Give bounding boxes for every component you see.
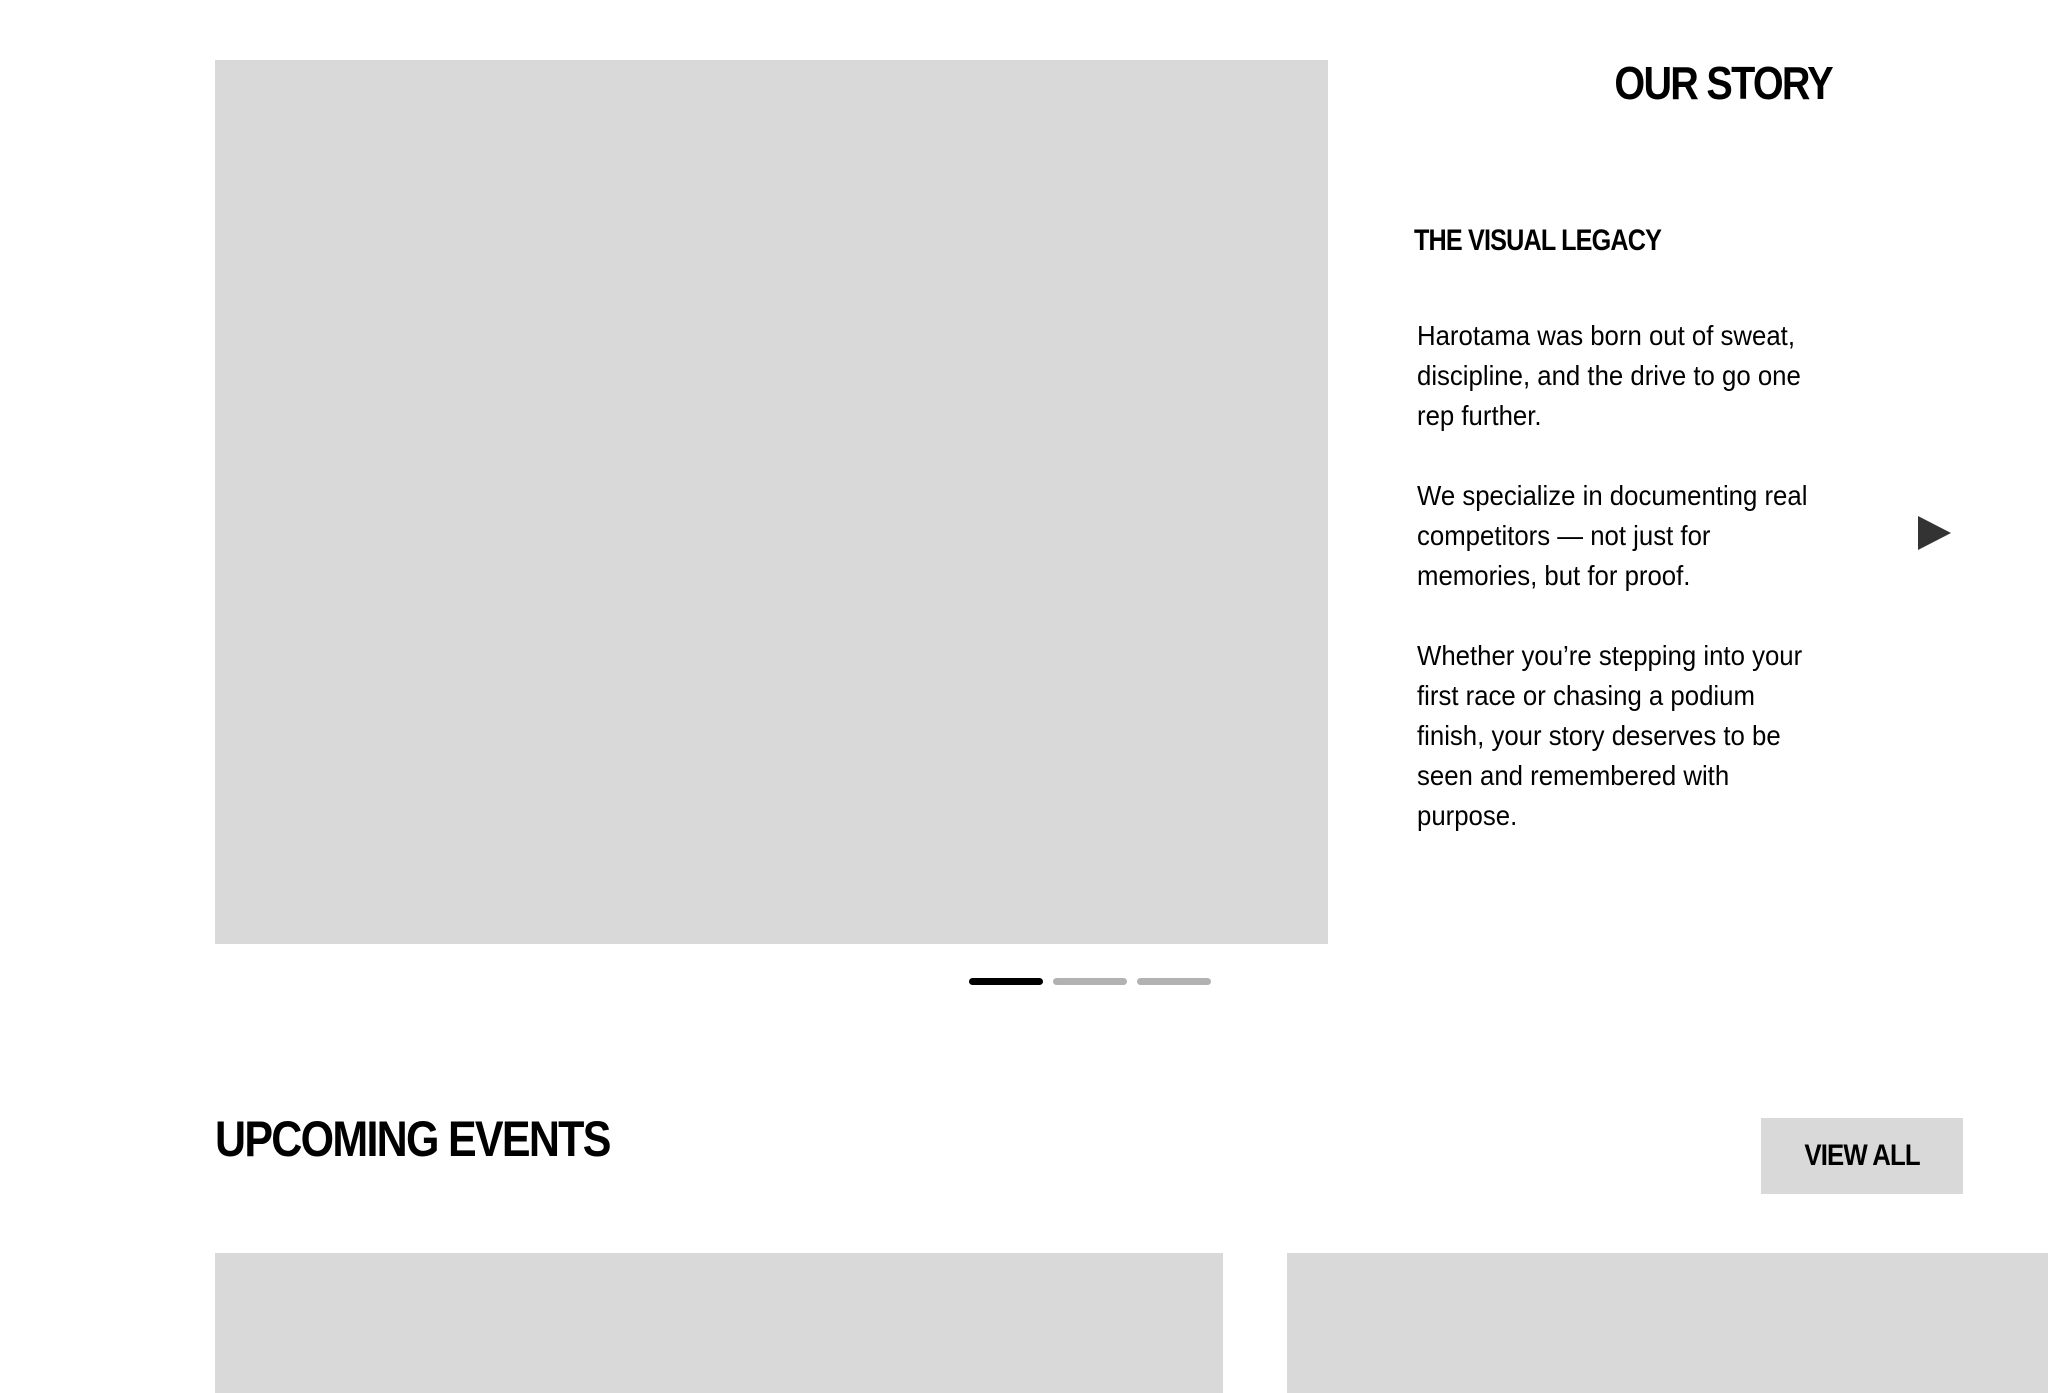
view-all-label: VIEW ALL bbox=[1804, 1139, 1920, 1172]
carousel-dot-1[interactable] bbox=[969, 978, 1043, 985]
next-slide-arrow-icon[interactable] bbox=[1918, 516, 1951, 550]
story-subtitle: THE VISUAL LEGACY bbox=[1414, 224, 1662, 257]
story-paragraph: We specialize in documenting real competitors — not just for memories, but for proof. bbox=[1417, 480, 1808, 591]
story-paragraph: Harotama was born out of sweat, discipline, and the drive to go one rep further. bbox=[1417, 320, 1801, 431]
story-paragraph: Whether you’re stepping into your first race or chasing a podium finish, your story deserves to be seen and remembered with purpose. bbox=[1417, 640, 1803, 831]
story-image-placeholder bbox=[215, 60, 1328, 944]
events-title: UPCOMING EVENTS bbox=[215, 1111, 610, 1167]
carousel-dot-3[interactable] bbox=[1137, 978, 1211, 985]
view-all-button[interactable] bbox=[1761, 1118, 1963, 1194]
story-body bbox=[1417, 316, 1822, 876]
event-card[interactable] bbox=[1287, 1253, 2048, 1393]
carousel-dots bbox=[969, 978, 1211, 985]
carousel-dot-2[interactable] bbox=[1053, 978, 1127, 985]
event-card[interactable] bbox=[215, 1253, 1223, 1393]
story-title: OUR STORY bbox=[1614, 57, 1832, 109]
